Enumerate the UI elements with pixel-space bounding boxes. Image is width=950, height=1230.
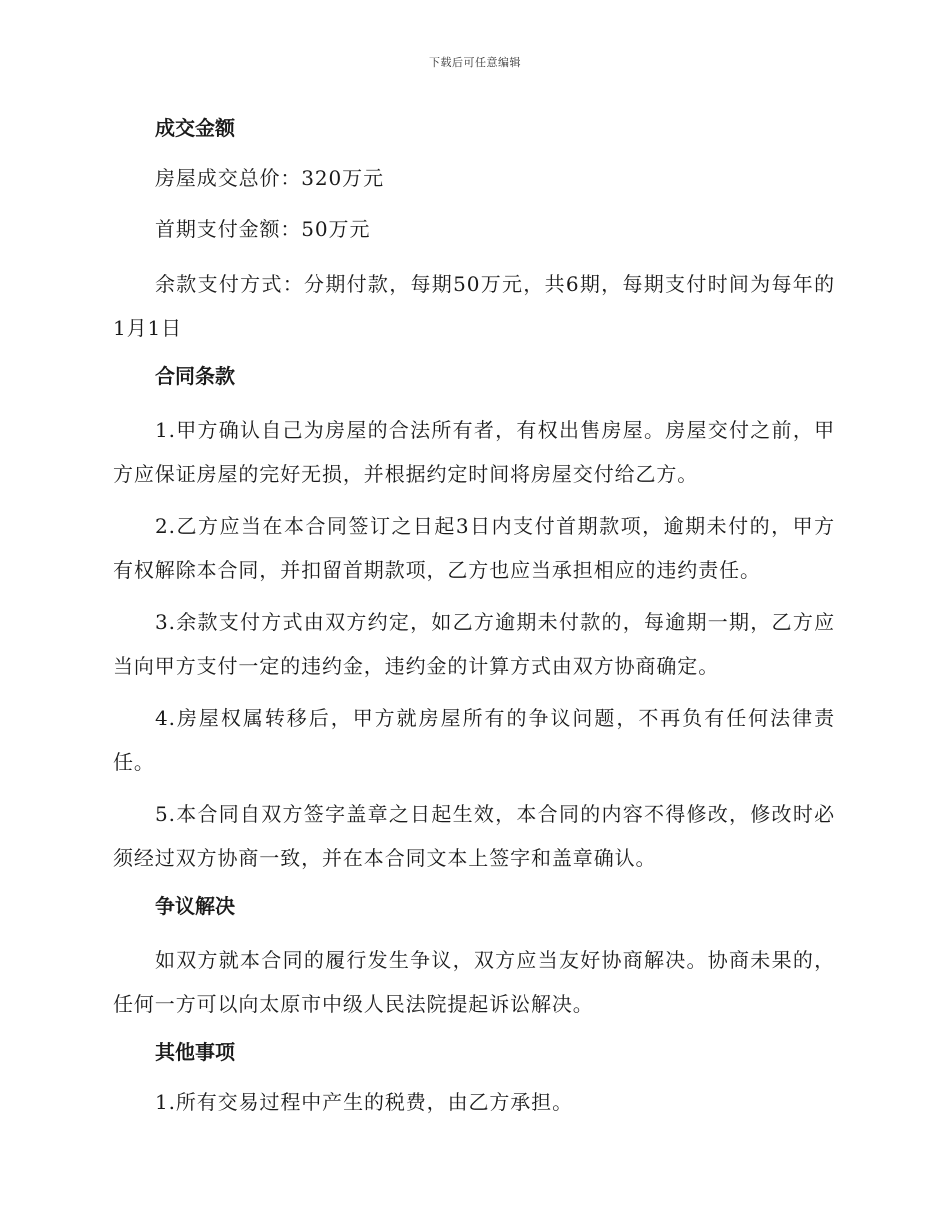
contract-term-1: 1.甲方确认自己为房屋的合法所有者，有权出售房屋。房屋交付之前，甲方应保证房屋的完好无损，并根据约定时间将房屋交付给乙方。: [113, 418, 835, 486]
page-header-note: 下载后可任意编辑: [429, 56, 521, 69]
balance-payment-paragraph: 余款支付方式：分期付款，每期50万元，共6期，每期支付时间为每年的1月1日: [113, 272, 835, 340]
contract-term-4: 4.房屋权属转移后，甲方就房屋所有的争议问题，不再负有任何法律责任。: [113, 706, 835, 774]
total-price-line: 房屋成交总价：320万元: [155, 166, 384, 190]
contract-term-3: 3.余款支付方式由双方约定，如乙方逾期未付款的，每逾期一期，乙方应当向甲方支付一定的违约金，违约金的计算方式由双方协商确定。: [113, 610, 835, 678]
contract-term-2: 2.乙方应当在本合同签订之日起3日内支付首期款项，逾期未付的，甲方有权解除本合同，并扣留首期款项，乙方也应当承担相应的违约责任。: [113, 514, 835, 582]
down-payment-line: 首期支付金额：50万元: [155, 217, 371, 241]
section-title-other-matters: 其他事项: [155, 1040, 235, 1064]
contract-term-5: 5.本合同自双方签字盖章之日起生效，本合同的内容不得修改，修改时必须经过双方协商一致，并在本合同文本上签字和盖章确认。: [113, 802, 835, 870]
section-title-contract-terms: 合同条款: [155, 364, 235, 388]
section-title-dispute-resolution: 争议解决: [155, 894, 235, 918]
other-matter-1: 1.所有交易过程中产生的税费，由乙方承担。: [155, 1090, 573, 1114]
section-title-deal-amount: 成交金额: [155, 116, 235, 140]
dispute-paragraph: 如双方就本合同的履行发生争议，双方应当友好协商解决。协商未果的，任何一方可以向太原市中级人民法院提起诉讼解决。: [113, 948, 835, 1016]
document-body: [113, 110, 835, 1135]
